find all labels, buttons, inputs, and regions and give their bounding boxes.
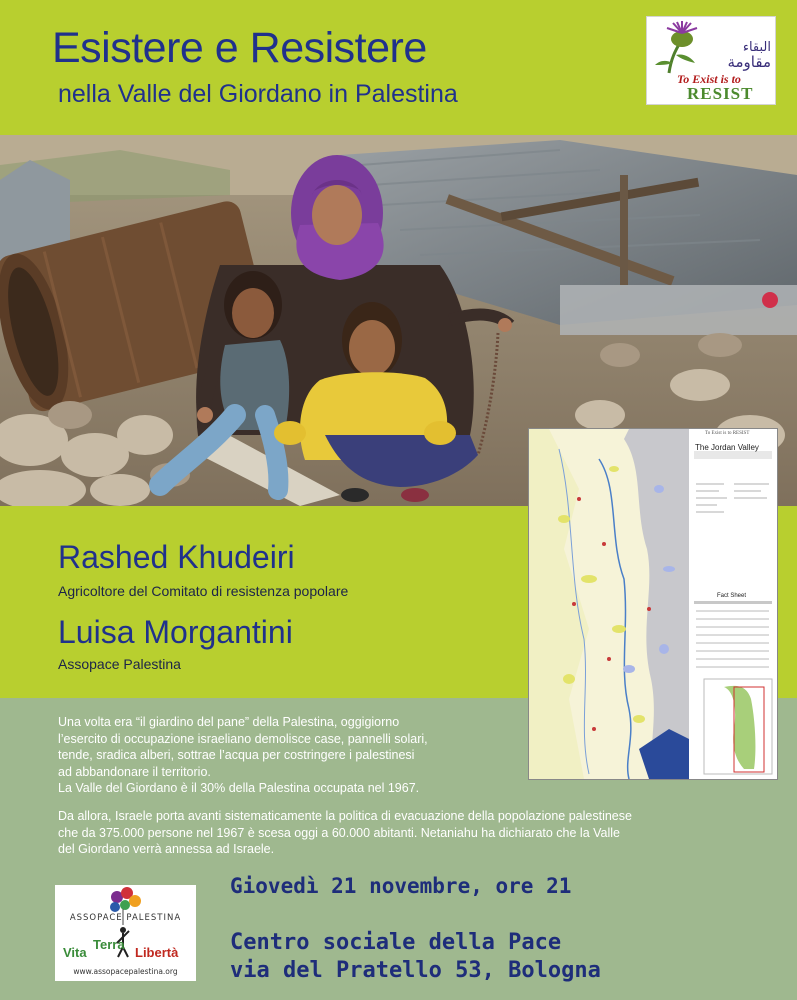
description-line: ad abbandonare il territorio. — [58, 764, 211, 779]
assopace-vita: Vita — [63, 945, 87, 960]
header-band — [0, 0, 797, 135]
description-line: che da 375.000 persone nel 1967 è scesa oggi a 60.000 abitanti. Netaniahu ha dichiarato che la Valle — [58, 825, 620, 840]
event-date: Giovedì 21 novembre, ore 21 — [230, 874, 572, 898]
speaker-role-1: Agricoltore del Comitato di resistenza popolare — [58, 583, 349, 599]
speaker-name-1: Rashed Khudeiri — [58, 539, 295, 575]
speaker-role-2: Assopace Palestina — [58, 656, 181, 672]
description-line: l’esercito di occupazione israeliano demolisce case, pannelli solari, — [58, 731, 428, 746]
to-exist-is-to-resist-logo — [646, 16, 776, 105]
logo-arabic-2: مقاومة — [727, 53, 771, 71]
assopace-name: ASSOPACE PALESTINA — [69, 913, 182, 923]
event-venue: Centro sociale della Pace — [230, 930, 562, 955]
description-line: Da allora, Israele porta avanti sistematicamente la politica di evacuazione della popolazione palestinese — [58, 809, 632, 823]
description-line: Una volta era “il giardino del pane” della Palestina, oggigiorno — [58, 715, 400, 729]
assopace-url: www.assopacepalestina.org — [73, 967, 178, 976]
jordan-valley-map — [528, 428, 778, 780]
description-line: del Giordano verrà annessa ad Israele. — [58, 842, 275, 856]
description-line: La Valle del Giordano è il 30% della Palestina occupata nel 1967. — [58, 781, 420, 795]
map-fact-sheet: Fact Sheet — [717, 593, 747, 599]
logo-english-1: To Exist is to — [677, 72, 741, 86]
map-logo-small: To Exist is to RESIST — [705, 431, 750, 436]
speaker-name-2: Luisa Morgantini — [58, 614, 293, 650]
thistle-icon — [651, 19, 711, 74]
assopace-logo — [55, 885, 196, 981]
description-paragraph-1 — [58, 714, 518, 797]
page-title: Esistere e Resistere — [52, 24, 427, 72]
jordan-valley-map-graphic — [529, 429, 777, 779]
map-title: The Jordan Valley — [695, 443, 759, 452]
description-paragraph-2 — [58, 808, 758, 858]
assopace-liberta: Libertà — [135, 945, 179, 960]
logo-arabic-1: البقاء — [742, 40, 771, 55]
description-line: tende, sradica alberi, sottrae l’acqua per costringere i palestinesi — [58, 748, 415, 762]
logo-english-2: RESIST — [687, 84, 754, 103]
assopace-terra: Terra — [93, 937, 125, 952]
event-address: via del Pratello 53, Bologna — [230, 958, 601, 983]
page-subtitle: nella Valle del Giordano in Palestina — [58, 80, 458, 108]
